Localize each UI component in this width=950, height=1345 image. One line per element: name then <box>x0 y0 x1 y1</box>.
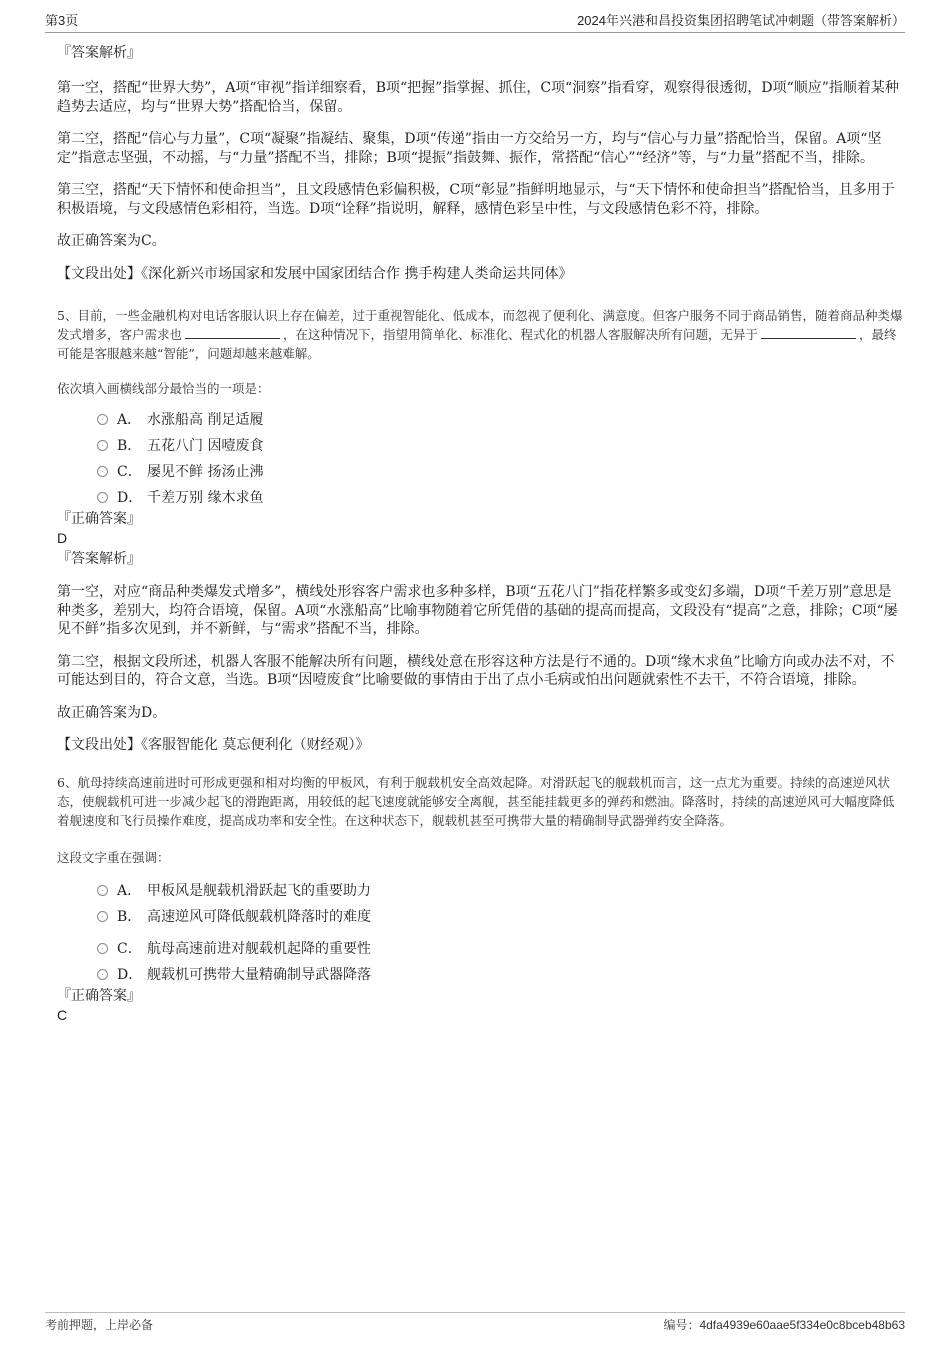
q5-source: 【文段出处】《客服智能化 莫忘便利化（财经观）》 <box>57 737 370 753</box>
q5-option-b[interactable]: B． 五花八门 因噎废食 <box>57 436 905 462</box>
q5-answer: D <box>57 530 68 546</box>
radio-button-icon[interactable] <box>97 492 108 503</box>
q4-analysis-p2: 第二空，搭配“信心与力量”，C项“凝聚”指凝结、聚集，D项“传递”指由一方交给另一方，均与“信心与力量”搭配恰当，保留。A项“坚定”指意志坚强，不动摇，与“力量”搭配不当，排除；B项“提振”指鼓舞、振作，常搭配“信心”“经济”等，与“力量”搭配不当，排除。 <box>57 131 882 166</box>
q5-option-a[interactable]: A． 水涨船高 削足适履 <box>57 410 905 436</box>
q6-stem: 6、航母持续高速前进时可形成更强和相对均衡的甲板风，有利于舰载机安全高效起降。对滑跃起飞的舰载机而言，这一点尤为重要。持续的高速逆风状态，使舰载机可进一步减少起飞的滑跑距离，用较低的起飞速度就能够安全离舰，甚至能挂载更多的弹药和燃油。降落时，持续的高速逆风可大幅度降低着舰速度和飞行员操作难度，提高成功率和安全性。在这种状态下，舰载机甚至可携带大量的精确制导武器弹药安全降落。 <box>57 774 895 828</box>
q5-answer-label: 『正确答案』 <box>57 511 141 527</box>
page-number: 第3页 <box>45 13 79 28</box>
q4-analysis-p1: 第一空，搭配“世界大势”，A项“审视”指详细察看，B项“把握”指掌握、抓住，C项“洞察”指看穿，观察得很透彻，D项“顺应”指顺着某种趋势去适应，均与“世界大势”搭配恰当，保留。 <box>57 80 899 115</box>
q6-option-b[interactable]: B． 高速逆风可降低舰载机降落时的难度 <box>57 907 905 933</box>
page-header <box>45 10 905 33</box>
radio-button-icon[interactable] <box>97 440 108 451</box>
q6-options <box>57 881 905 991</box>
document-body <box>57 44 905 1024</box>
q6-option-a[interactable]: A． 甲板风是舰载机滑跃起飞的重要助力 <box>57 881 905 907</box>
q5-option-d[interactable]: D． 千差万别 缘木求鱼 <box>57 488 905 514</box>
blank-1 <box>185 326 280 339</box>
blank-2 <box>761 326 856 339</box>
radio-button-icon[interactable] <box>97 911 108 922</box>
q6-option-c[interactable]: C． 航母高速前进对舰载机起降的重要性 <box>57 939 905 965</box>
q4-analysis-p3: 第三空，搭配“天下情怀和使命担当”，且文段感情色彩偏积极，C项“彰显”指鲜明地显示，与“天下情怀和使命担当”搭配恰当，且多用于积极语境，与文段感情色彩相符，当选。D项“诠释”指说明，解释，感情色彩呈中性，与文段感情色彩不符，排除。 <box>57 182 895 217</box>
q6-option-d[interactable]: D． 舰载机可携带大量精确制导武器降落 <box>57 965 905 991</box>
q5-analysis-p2: 第二空，根据文段所述，机器人客服不能解决所有问题，横线处意在形容这种方法是行不通的。D项“缘木求鱼”比喻方向或办法不对，不可能达到目的，符合文意，当选。B项“因噎废食”比喻要做的事情由于出了点小毛病或怕出问题就索性不去干，不符合语境，排除。 <box>57 653 895 688</box>
radio-button-icon[interactable] <box>97 969 108 980</box>
q4-conclusion: 故正确答案为C。 <box>57 233 166 249</box>
radio-button-icon[interactable] <box>97 414 108 425</box>
radio-button-icon[interactable] <box>97 943 108 954</box>
q5-prompt: 依次填入画横线部分最恰当的一项是： <box>57 381 270 396</box>
document-title: 2024年兴港和昌投资集团招聘笔试冲刺题（带答案解析） <box>577 13 905 28</box>
q5-options <box>57 410 905 514</box>
radio-button-icon[interactable] <box>97 466 108 477</box>
q6-answer-label: 『正确答案』 <box>57 987 141 1004</box>
q5-analysis-label: 『答案解析』 <box>57 551 141 567</box>
radio-button-icon[interactable] <box>97 885 108 896</box>
q6-prompt: 这段文字重在强调： <box>57 849 170 865</box>
q6-answer: C <box>57 1006 68 1023</box>
q5-stem: 5、目前，一些金融机构对电话客服认识上存在偏差，过于重视智能化、低成本，而忽视了便利化、满意度。但客户服务不同于商品销售，随着商品种类爆发式增多，客户需求也 ，在这种情况下，指望用简单化、标准化、程式化的机器人客服解决所有问题，无异于 ，最终可能是客服越来越“智能”，问题却越来越难解。 <box>57 308 903 361</box>
page-footer <box>45 1312 905 1335</box>
document-id: 编号：4dfa4939e60aae5f334e0c8bceb48b63 <box>663 1318 905 1332</box>
q5-option-c[interactable]: C． 屡见不鲜 扬汤止沸 <box>57 462 905 488</box>
q4-source: 【文段出处】《深化新兴市场国家和发展中国家团结合作 携手构建人类命运共同体》 <box>57 265 573 282</box>
q5-conclusion: 故正确答案为D。 <box>57 704 167 721</box>
q4-analysis-label: 『答案解析』 <box>57 45 141 61</box>
footer-slogan: 考前押题，上岸必备 <box>45 1318 154 1332</box>
q5-analysis-p1: 第一空，对应“商品种类爆发式增多”，横线处形容客户需求也多种多样，B项“五花八门”指花样繁多或变幻多端，D项“千差万别”意思是种类多，差别大，均符合语境，保留。A项“水涨船高”比喻事物随着它所凭借的基础的提高而提高，文段没有“提高”之意，排除；C项“屡见不鲜”指多次见到，并不新鲜，与“需求”搭配不当，排除。 <box>57 584 898 637</box>
